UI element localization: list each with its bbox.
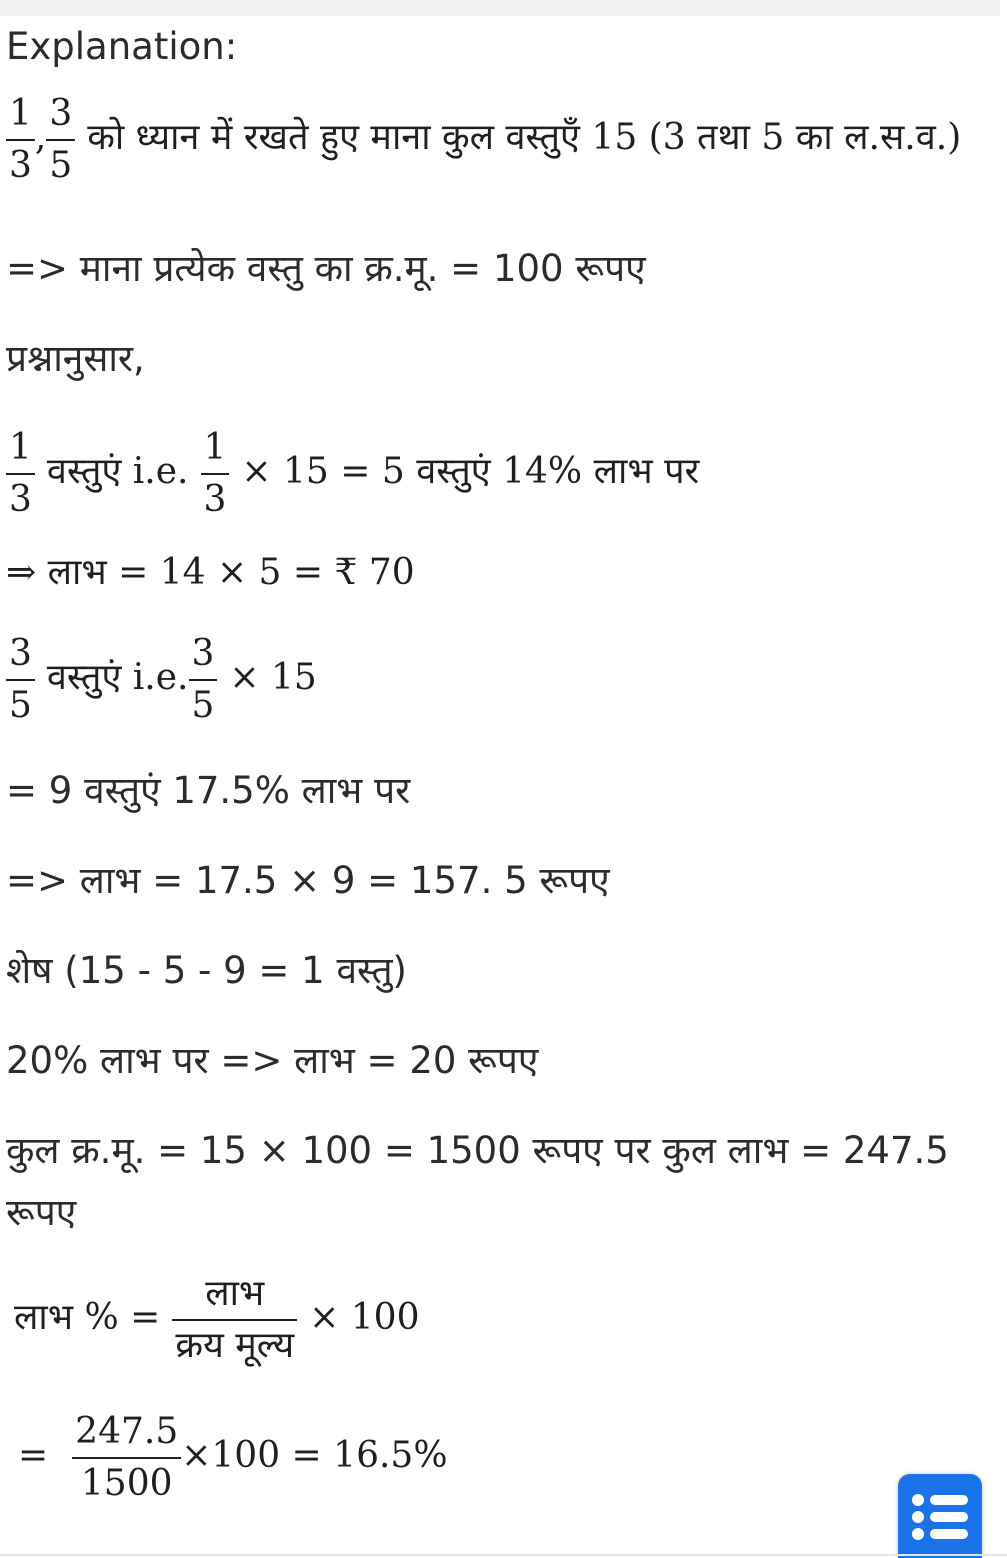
denominator: 5 (9, 685, 32, 726)
denominator: 3 (9, 479, 32, 520)
items-ie-text: वस्तुएं i.e. (46, 451, 189, 492)
product-text: × 15 = 5 वस्तुएं 14% लाभ पर (241, 451, 700, 492)
numerator: 247.5 (75, 1411, 179, 1452)
line-cost-price: => माना प्रत्येक वस्तु का क्र.मू. = 100 रूपए (6, 247, 646, 290)
numerator: 1 (9, 427, 32, 468)
line-lcm (6, 92, 961, 188)
denominator: 5 (49, 145, 73, 186)
formula-label: लाभ % = (14, 1297, 161, 1338)
line-as-per-question: प्रश्नानुसार, (6, 337, 145, 380)
top-divider (0, 0, 1000, 16)
fraction-bar (6, 139, 35, 141)
fraction-three-fifths (189, 632, 218, 728)
line-total-cost: कुल क्र.मू. = 15 × 100 = 1500 रूपए पर कुल लाभ = 247.5 (6, 1129, 949, 1172)
line-profit-20: 20% लाभ पर => लाभ = 20 रूपए (6, 1039, 539, 1082)
equals-sign: = (18, 1435, 49, 1476)
fraction-bar (6, 679, 35, 681)
bottom-divider (0, 1554, 1007, 1556)
fraction-three-fifths (6, 632, 35, 728)
fraction-three-fifths (46, 92, 75, 188)
numerator: 1 (203, 427, 227, 468)
line-one-third-items (6, 426, 699, 522)
numerator: 3 (9, 633, 32, 674)
fraction-bar (172, 1319, 297, 1321)
fraction-profit-over-cost (172, 1272, 297, 1368)
explanation-heading: Explanation: (6, 25, 238, 68)
lcm-text: को ध्यान में रखते हुए माना कुल वस्तुएँ 15 (3 तथा 5 का ल.स.व.) (87, 117, 962, 158)
line-profit-percent-formula (14, 1272, 419, 1368)
multiplier-text: × 100 (309, 1297, 420, 1338)
denominator: 3 (203, 479, 227, 520)
line-remaining: शेष (15 - 5 - 9 = 1 वस्तु) (6, 949, 407, 992)
product-text: × 15 (229, 657, 317, 698)
line-profit-157: => लाभ = 17.5 × 9 = 157. 5 रूपए (6, 859, 610, 902)
denominator: 3 (9, 145, 32, 186)
line-total-cost-unit: रूपए (6, 1191, 77, 1234)
numerator: 1 (9, 93, 32, 134)
line-three-fifths-items (6, 632, 317, 728)
items-ie-text: वस्तुएं i.e. (46, 657, 189, 698)
numerator: 3 (49, 93, 73, 134)
fraction-bar (201, 473, 230, 475)
fraction-one-third (201, 426, 230, 522)
line-final-result (18, 1410, 448, 1506)
fraction-one-third (6, 426, 35, 522)
line-profit-70: ⇒ लाभ = 14 × 5 = ₹ 70 (6, 552, 415, 593)
comma: , (34, 117, 47, 158)
line-nine-items: = 9 वस्तुएं 17.5% लाभ पर (6, 769, 411, 812)
list-menu-button[interactable] (898, 1474, 982, 1558)
fraction-bar (6, 473, 35, 475)
fraction-one-third (6, 92, 35, 188)
fraction-bar (189, 679, 218, 681)
numerator: 3 (191, 633, 215, 674)
fraction-bar (46, 139, 75, 141)
denominator: 1500 (80, 1463, 173, 1504)
denominator: 5 (191, 685, 215, 726)
fraction-profit-over-total (72, 1410, 181, 1506)
fraction-bar (72, 1457, 181, 1459)
numerator: लाभ (205, 1273, 265, 1314)
denominator: क्रय मूल्य (175, 1325, 295, 1366)
result-text: ×100 = 16.5% (181, 1435, 448, 1476)
